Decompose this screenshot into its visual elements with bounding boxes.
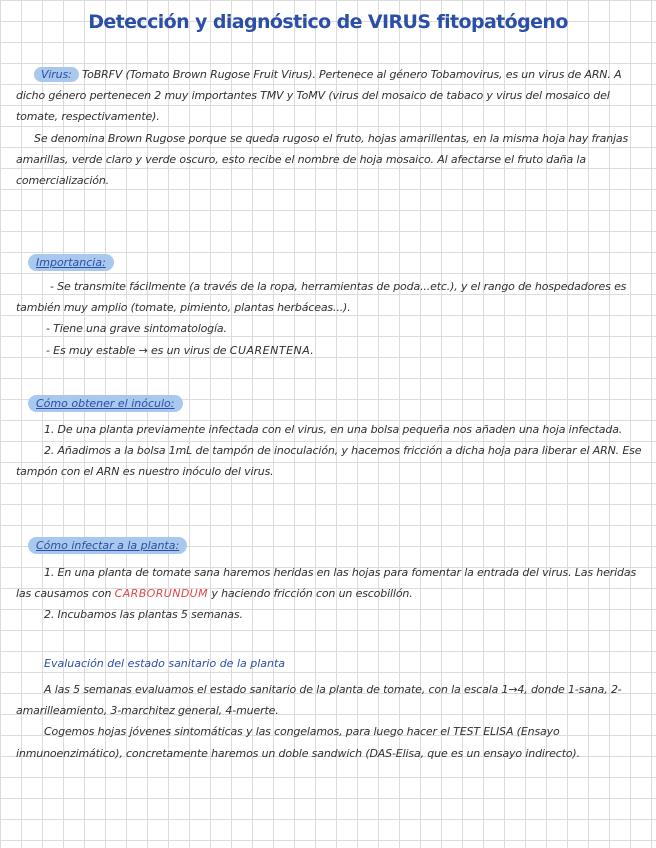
virus-section — [16, 64, 644, 191]
virus-paragraph — [16, 64, 644, 128]
evaluacion-section — [16, 679, 644, 764]
infectar-step-1-prefix: 1. En una planta de tomate sana haremos heridas en las hojas para fomentar la entrada del virus. Las heridas las causamos con — [16, 566, 637, 601]
infectar-section — [16, 562, 644, 626]
infectar-step-2: 2. Incubamos las plantas 5 semanas. — [44, 608, 243, 622]
importancia-item-2: - Tiene una grave sintomatología. — [46, 322, 227, 336]
importancia-item-3 — [16, 340, 644, 361]
importancia-item-3-prefix: - Es muy estable → es un virus de — [46, 343, 230, 357]
inoculo-heading: Cómo obtener el inóculo: — [28, 395, 183, 412]
evaluacion-paragraph-1: A las 5 semanas evaluamos el estado sanitario de la planta de tomate, con la escala 1→4, donde 1-sana, 2-amarilleamiento, 3-marchitez general, 4-muerte. — [16, 683, 622, 718]
inoculo-step-2: 2. Añadimos a la bolsa 1mL de tampón de inoculación, y hacemos fricción a dicha hoja para liberar el ARN. Ese tampón con el ARN es nuestro inóculo del virus. — [16, 444, 642, 479]
importancia-heading: Importancia: — [28, 254, 114, 271]
virus-label: Virus: — [34, 67, 79, 82]
page-title: Detección y diagnóstico de VIRUS fitopatógeno — [88, 11, 568, 33]
evaluacion-paragraph-2: Cogemos hojas jóvenes sintomáticas y las congelamos, para luego hacer el TEST ELISA (Ensayo inmunoenzimático), concretamente haremos un doble sandwich (DAS-Elisa, que es un ensayo indirecto). — [16, 725, 580, 760]
virus-text: ToBRFV (Tomato Brown Rugose Fruit Virus). Pertenece al género Tobamovirus, es un virus de ARN. A dicho género pertenecen 2 muy importantes TMV y ToMV (virus del mosaico de tabaco y virus del mosaico del tomate, respectivamente). — [16, 68, 622, 124]
virus-paragraph-2: Se denomina Brown Rugose porque se queda rugoso el fruto, hojas amarillentas, en la misma hoja hay franjas amarillas, verde claro y verde oscuro, esto recibe el nombre de hoja mosaico. Al afectarse el fruto daña la comercialización. — [16, 131, 629, 188]
evaluacion-heading: Evaluación del estado sanitario de la planta — [44, 657, 286, 670]
carborundum-emphasis: CARBORUNDUM — [114, 587, 209, 601]
importancia-item-1: - Se transmite fácilmente (a través de la ropa, herramientas de poda...etc.), y el rango de hospedadores es también muy amplio (tomate, pimiento, plantas herbáceas...). — [16, 280, 627, 315]
cuarentena-emphasis: CUARENTENA — [229, 343, 311, 357]
infectar-heading: Cómo infectar a la planta: — [28, 537, 187, 554]
importancia-section — [16, 276, 644, 361]
inoculo-section — [16, 419, 644, 483]
inoculo-step-1: 1. De una planta previamente infectada con el virus, en una bolsa pequeña nos añaden una hoja infectada. — [44, 423, 623, 436]
infectar-step-1-suffix: y haciendo fricción con un escobillón. — [208, 587, 413, 601]
infectar-step-1 — [16, 562, 644, 604]
importancia-item-3-suffix: . — [310, 343, 314, 357]
